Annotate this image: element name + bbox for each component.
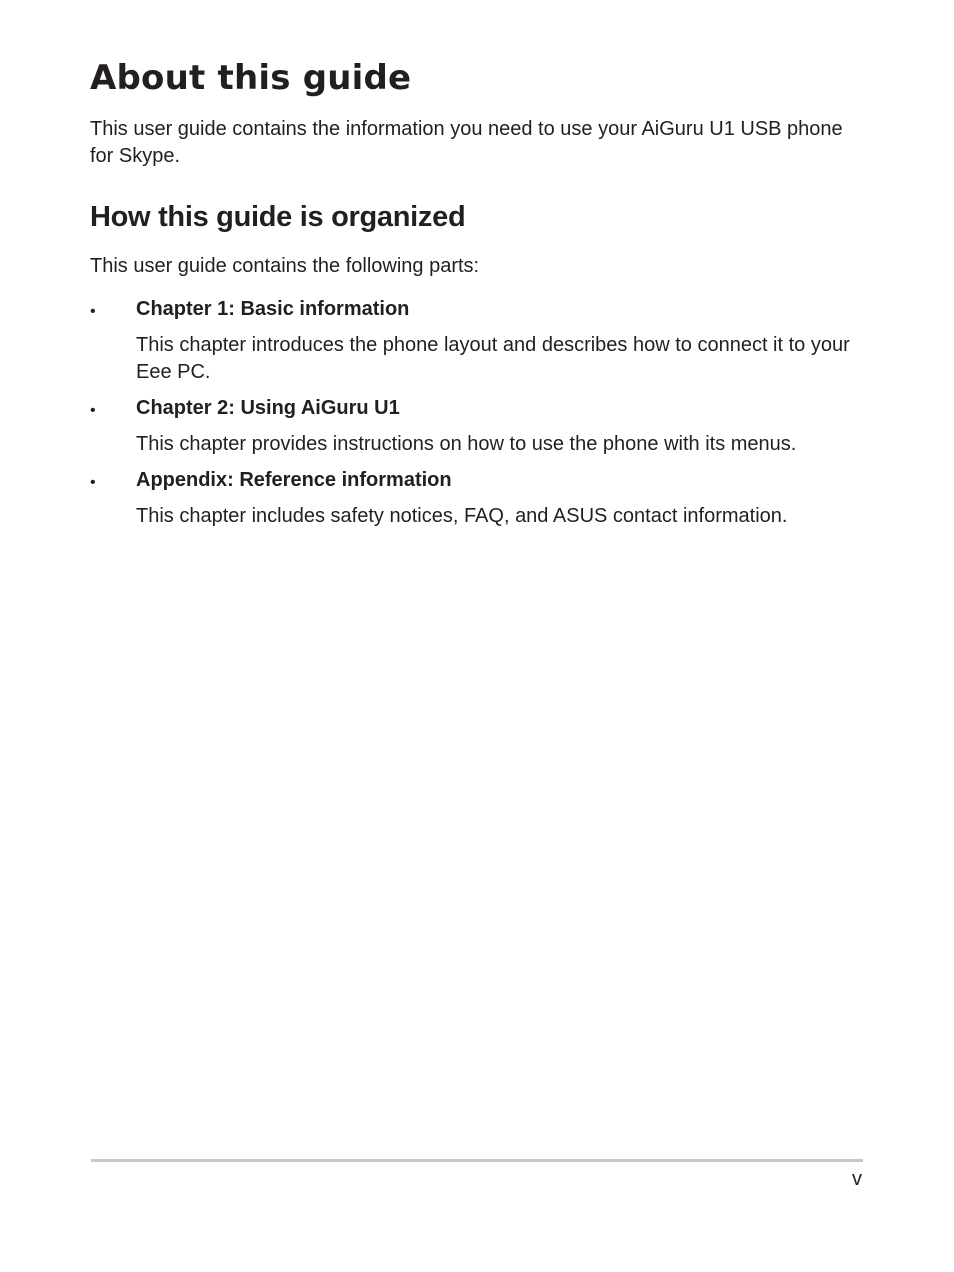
page-title: About this guide	[90, 58, 412, 98]
parts-intro: This user guide contains the following parts:	[90, 255, 480, 277]
bullet-icon: •	[90, 303, 96, 320]
part-title: Chapter 1: Basic information	[136, 298, 410, 320]
list-item	[90, 296, 866, 386]
part-description: This chapter includes safety notices, FAQ, and ASUS contact information.	[136, 505, 788, 527]
parts-list	[90, 296, 866, 539]
list-item	[90, 467, 866, 530]
footer-divider	[91, 1159, 863, 1162]
part-title: Appendix: Reference information	[136, 469, 452, 491]
part-title: Chapter 2: Using AiGuru U1	[136, 397, 400, 419]
list-item	[90, 395, 866, 458]
page-number: v	[852, 1168, 862, 1190]
part-description: This chapter provides instructions on how to use the phone with its menus.	[136, 433, 797, 455]
section-heading: How this guide is organized	[90, 201, 466, 233]
bullet-icon: •	[90, 402, 96, 419]
part-description: This chapter introduces the phone layout and describes how to connect it to your Eee PC.	[136, 334, 850, 383]
intro-paragraph: This user guide contains the information you need to use your AiGuru U1 USB phone for Skype.	[90, 118, 843, 167]
bullet-icon: •	[90, 474, 96, 491]
